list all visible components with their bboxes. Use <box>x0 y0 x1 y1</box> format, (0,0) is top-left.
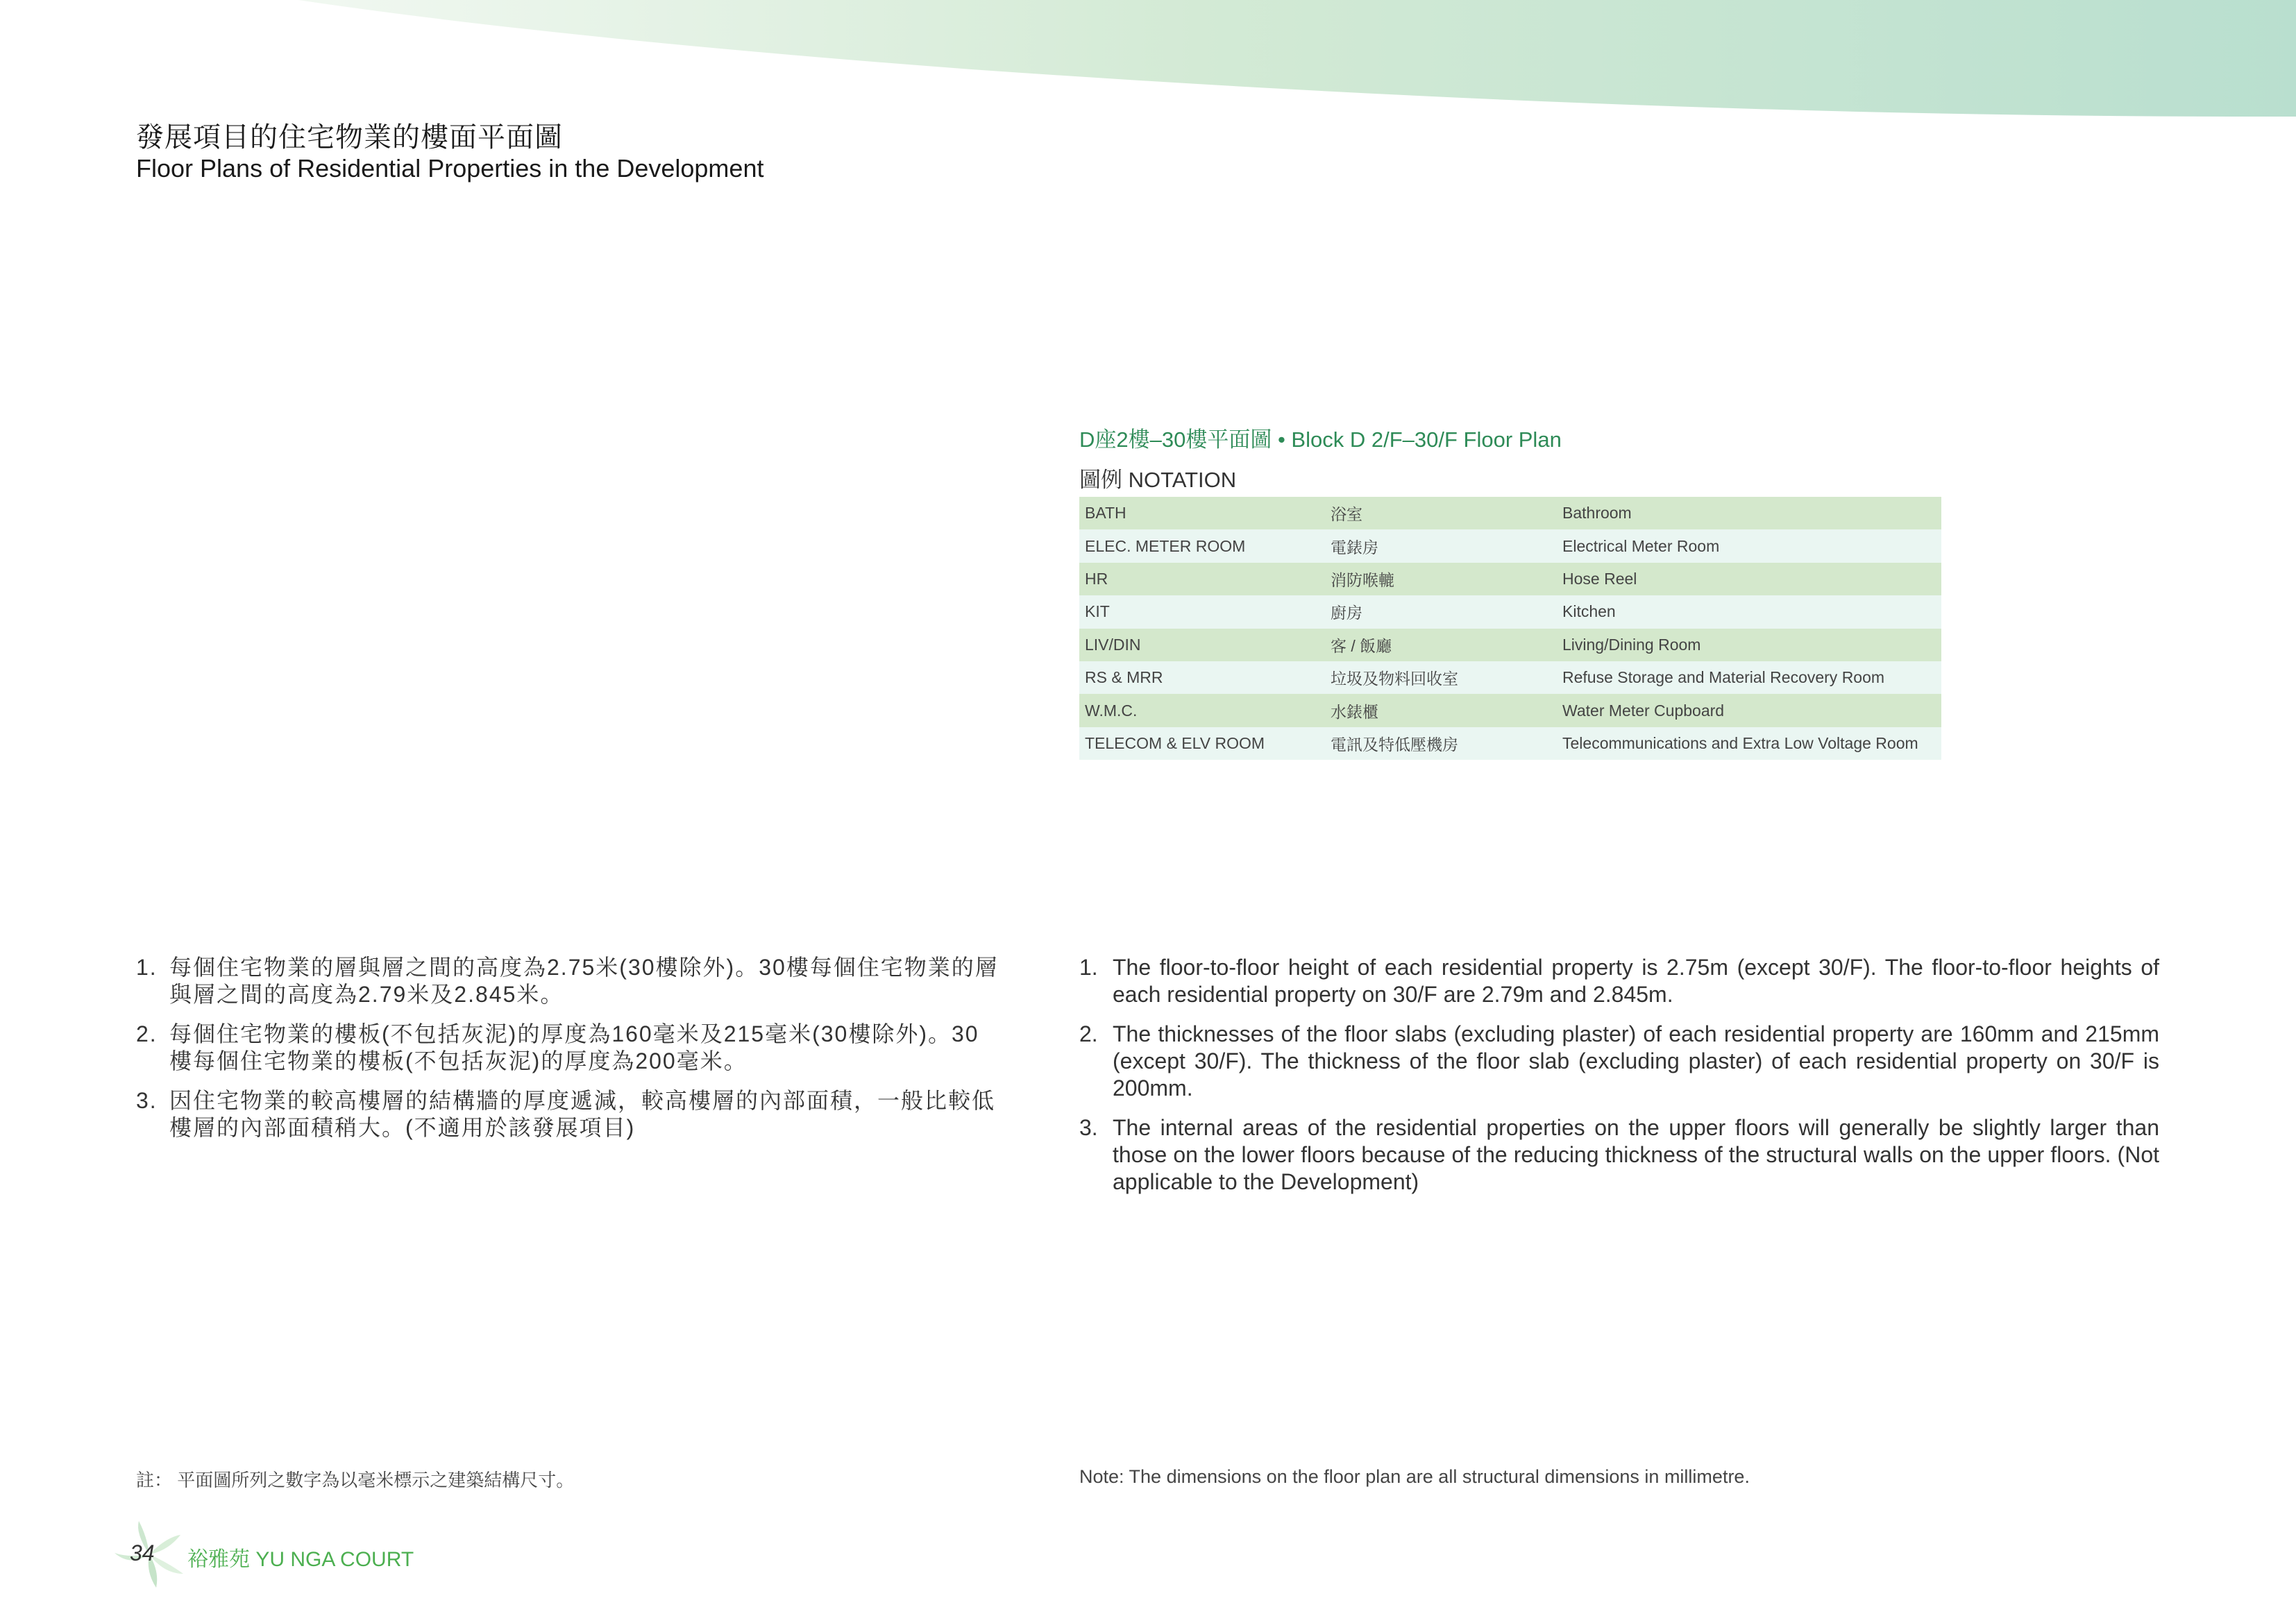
table-row <box>1079 727 1941 760</box>
note-text: The internal areas of the residential properties on the upper floors will generally be slightly larger than those on the lower floors because of the reducing thickness of the structural walls on the upper floors. (Not applicable to the Development) <box>1113 1115 2159 1194</box>
note-text: 每個住宅物業的層與層之間的高度為2.75米(30樓除外)。30樓每個住宅物業的層與層之間的高度為2.79米及2.845米。 <box>169 955 999 1007</box>
notation-zh: 浴室 <box>1325 497 1557 529</box>
notation-en: Telecommunications and Extra Low Voltage Room <box>1557 727 1941 760</box>
notation-zh: 垃圾及物料回收室 <box>1325 661 1557 694</box>
notation-zh: 客 / 飯廳 <box>1325 629 1557 661</box>
table-row <box>1079 694 1941 726</box>
table-row <box>1079 661 1941 694</box>
table-row <box>1079 497 1941 529</box>
note-text: 因住宅物業的較高樓層的結構牆的厚度遞減，較高樓層的內部面積，一般比較低樓層的內部面積稍大。(不適用於該發展項目) <box>169 1088 996 1140</box>
notation-en: Refuse Storage and Material Recovery Room <box>1557 661 1941 694</box>
table-row <box>1079 595 1941 628</box>
page-number: 34 <box>130 1540 155 1565</box>
note-number: 1. <box>136 955 158 980</box>
notation-abbr: LIV/DIN <box>1079 629 1325 661</box>
note-text: The thicknesses of the floor slabs (excluding plaster) of each residential property are 160mm and 215mm (except 30/F). The thickness of the floor slab (excluding plaster) of each residential property on 30/F is 200mm. <box>1113 1021 2159 1101</box>
notes-list-en <box>1079 954 2159 1208</box>
decorative-banner <box>0 0 2296 125</box>
notation-abbr: TELECOM & ELV ROOM <box>1079 727 1325 760</box>
list-item <box>1079 954 2159 1008</box>
list-item <box>1079 1021 2159 1102</box>
list-item <box>136 954 1000 1008</box>
notation-heading: 圖例 NOTATION <box>1079 468 1237 492</box>
notation-en: Hose Reel <box>1557 563 1941 595</box>
notation-abbr: BATH <box>1079 497 1325 529</box>
table-row <box>1079 563 1941 595</box>
list-item <box>136 1087 1000 1141</box>
table-row <box>1079 629 1941 661</box>
notation-abbr: RS & MRR <box>1079 661 1325 694</box>
floor-plan-heading: D座2樓–30樓平面圖 • Block D 2/F–30/F Floor Plan <box>1079 427 1562 452</box>
notation-zh: 電錶房 <box>1325 529 1557 562</box>
note-number: 1. <box>1079 955 1098 980</box>
notes-list-zh <box>136 954 1000 1154</box>
remark-zh: 註： 平面圖所列之數字為以毫米標示之建築結構尺寸。 <box>136 1470 575 1490</box>
notation-en: Electrical Meter Room <box>1557 529 1941 562</box>
note-text: The floor-to-floor height of each residential property is 2.75m (except 30/F). The floor-to-floor heights of each residential property on 30/F are 2.79m and 2.845m. <box>1113 955 2159 1007</box>
page-footer <box>111 1520 423 1589</box>
notation-abbr: ELEC. METER ROOM <box>1079 529 1325 562</box>
development-name: 裕雅苑 YU NGA COURT <box>187 1548 414 1571</box>
note-number: 3. <box>136 1088 158 1113</box>
remark-en: Note: The dimensions on the floor plan are all structural dimensions in millimetre. <box>1079 1466 1750 1487</box>
note-number: 3. <box>1079 1115 1098 1140</box>
notation-zh: 電訊及特低壓機房 <box>1325 727 1557 760</box>
list-item <box>1079 1114 2159 1196</box>
notation-en: Bathroom <box>1557 497 1941 529</box>
note-text: 每個住宅物業的樓板(不包括灰泥)的厚度為160毫米及215毫米(30樓除外)。30樓每個住宅物業的樓板(不包括灰泥)的厚度為200毫米。 <box>169 1021 979 1073</box>
list-item <box>136 1021 1000 1075</box>
notation-zh: 消防喉轆 <box>1325 563 1557 595</box>
note-number: 2. <box>1079 1021 1098 1046</box>
notation-abbr: W.M.C. <box>1079 694 1325 726</box>
notation-zh: 水錶櫃 <box>1325 694 1557 726</box>
notation-en: Water Meter Cupboard <box>1557 694 1941 726</box>
page-title-zh: 發展項目的住宅物業的樓面平面圖 <box>136 122 563 153</box>
notation-table <box>1079 497 1941 760</box>
notation-abbr: KIT <box>1079 595 1325 628</box>
note-number: 2. <box>136 1021 158 1046</box>
notation-en: Kitchen <box>1557 595 1941 628</box>
notation-en: Living/Dining Room <box>1557 629 1941 661</box>
notation-abbr: HR <box>1079 563 1325 595</box>
table-row <box>1079 529 1941 562</box>
notation-zh: 廚房 <box>1325 595 1557 628</box>
page-title-en: Floor Plans of Residential Properties in the Development <box>136 154 764 182</box>
